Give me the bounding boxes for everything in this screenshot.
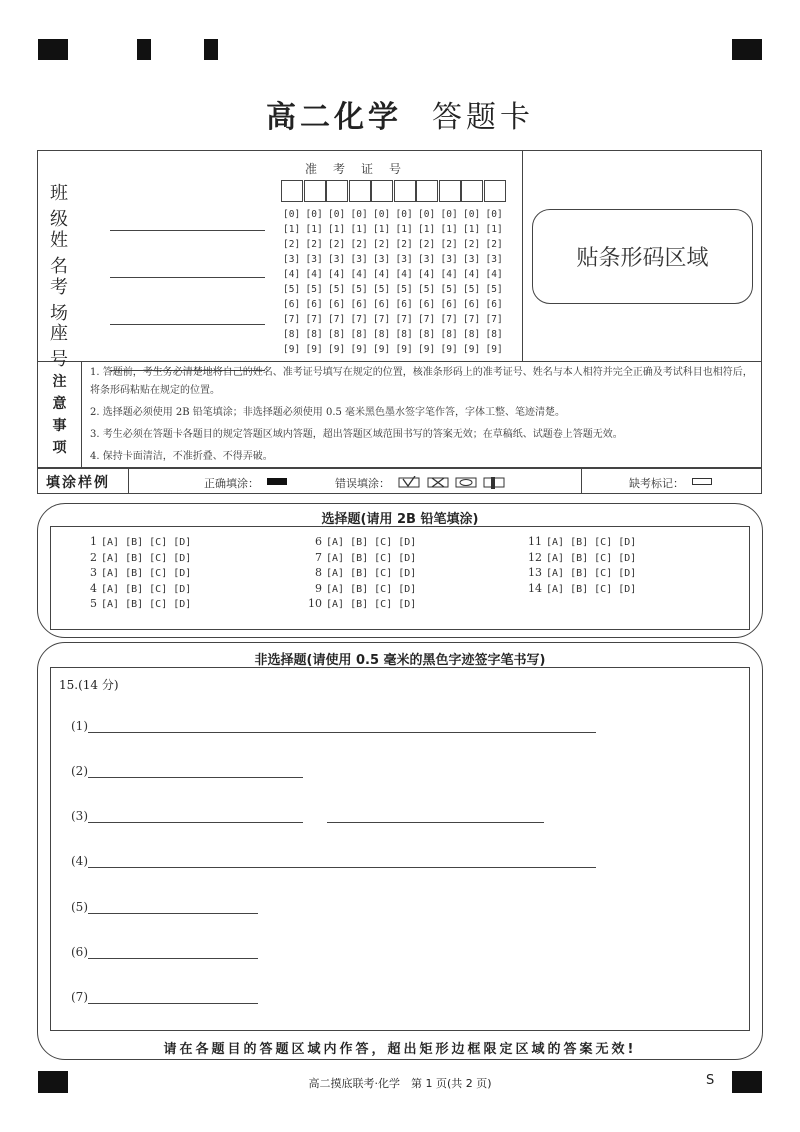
answer-part-label: (5) [71, 900, 88, 914]
admission-digit-option[interactable]: [6] [485, 299, 503, 310]
admission-digit-option[interactable]: [8] [373, 329, 391, 340]
admission-digit-option[interactable]: [8] [283, 329, 301, 340]
admission-digit-option[interactable]: [2] [395, 239, 413, 250]
answer-part-label: (7) [71, 990, 88, 1004]
mc-question-row[interactable] [528, 566, 636, 579]
admission-digit-option[interactable]: [1] [305, 224, 323, 235]
admission-digit-option[interactable]: [5] [395, 284, 413, 295]
admission-digit-option[interactable]: [3] [440, 254, 458, 265]
field-class[interactable]: 班级 [50, 179, 265, 231]
mc-question-number: 6 [315, 535, 322, 548]
admission-digit-option[interactable]: [6] [463, 299, 481, 310]
admission-digit-option[interactable]: [7] [283, 314, 301, 325]
mc-options[interactable]: [A] [B] [C] [D] [326, 537, 417, 548]
admission-digit-option[interactable]: [7] [485, 314, 503, 325]
admission-digit-option[interactable]: [3] [485, 254, 503, 265]
mc-question-number: 3 [90, 566, 97, 579]
admission-digit-box[interactable] [281, 180, 303, 202]
admission-digit-option[interactable]: [5] [350, 284, 368, 295]
notice-item: 3. 考生必须在答题卡各题目的规定答题区域内答题，超出答题区域范围书写的答案无效；在草稿纸、试题卷上答题无效。 [90, 429, 623, 440]
admission-digit-option[interactable]: [9] [418, 344, 436, 355]
wrong-fill-examples [398, 476, 508, 490]
answer-line[interactable] [88, 958, 258, 959]
mc-question-row[interactable] [83, 535, 191, 548]
field-seat[interactable]: 座号 [50, 319, 265, 371]
admission-digit-box[interactable] [326, 180, 348, 202]
notice-box [37, 362, 762, 468]
mc-question-number: 9 [315, 581, 322, 595]
admission-digit-option[interactable]: [1] [418, 224, 436, 235]
admission-digit-box[interactable] [349, 180, 371, 202]
positioning-mark [137, 39, 151, 60]
admission-digit-option[interactable]: [4] [373, 269, 391, 280]
mc-question-row[interactable] [308, 551, 416, 564]
admission-digit-box[interactable] [394, 180, 416, 202]
answer-line[interactable] [88, 867, 596, 868]
mc-options[interactable]: [A] [B] [C] [D] [546, 583, 637, 595]
admission-digit-option[interactable]: [8] [328, 329, 346, 340]
admission-digit-option[interactable]: [9] [283, 344, 301, 355]
admission-digit-option[interactable]: [1] [283, 224, 301, 235]
admission-digit-option[interactable]: [3] [373, 254, 391, 265]
admission-digit-option[interactable]: [4] [305, 269, 323, 280]
admission-digit-option[interactable]: [2] [328, 239, 346, 250]
mc-question-number: 11 [528, 535, 542, 548]
mc-question-row[interactable] [83, 566, 191, 579]
title-main: 高二化学 [266, 100, 402, 135]
mc-options[interactable]: [A] [B] [C] [D] [546, 537, 637, 548]
admission-digit-option[interactable]: [6] [305, 299, 323, 310]
admission-digit-option[interactable]: [3] [328, 254, 346, 265]
mc-options[interactable]: [A] [B] [C] [D] [326, 552, 417, 564]
admission-digit-option[interactable]: [7] [440, 314, 458, 325]
absent-mark-box[interactable] [692, 478, 712, 485]
admission-digit-option[interactable]: [1] [395, 224, 413, 235]
mc-question-number: 7 [315, 550, 322, 564]
admission-digit-option[interactable]: [8] [485, 329, 503, 340]
admission-digit-option[interactable]: [0] [485, 209, 503, 220]
barcode-area: 贴条形码区域 [532, 209, 753, 304]
admission-digit-option[interactable]: [6] [373, 299, 391, 310]
admission-digit-option[interactable]: [6] [283, 299, 301, 310]
mc-options[interactable]: [A] [B] [C] [D] [326, 599, 417, 610]
admission-digit-option[interactable]: [2] [283, 239, 301, 250]
notice-heading: 注 意 事 项 [38, 362, 82, 468]
mc-options[interactable]: [A] [B] [C] [D] [546, 552, 637, 564]
admission-digit-option[interactable]: [8] [305, 329, 323, 340]
admission-digit-option[interactable]: [9] [305, 344, 323, 355]
admission-digit-option[interactable]: [6] [418, 299, 436, 310]
wrong-fill-label: 错误填涂： [335, 477, 390, 490]
mc-options[interactable]: [A] [B] [C] [D] [101, 583, 192, 595]
notice-item: 1. 答题前，考生务必清楚地将自己的姓名、准考证号填写在规定的位置，核准条形码上的准考证号、姓名与本人相符并完全正确及考试科目也相符后，将条形码粘贴在规定的位置。 [90, 367, 753, 396]
title-sub: 答题卡 [432, 100, 534, 135]
answer-line[interactable] [327, 822, 544, 823]
admission-number-title: 准考证号 [305, 162, 418, 176]
admission-digit-option[interactable]: [7] [328, 314, 346, 325]
multiple-choice-section [37, 503, 763, 638]
mc-question-row[interactable] [308, 582, 416, 595]
mc-question-number: 1 [90, 535, 97, 548]
admission-digit-option[interactable]: [8] [418, 329, 436, 340]
admission-digit-option[interactable]: [6] [350, 299, 368, 310]
admission-digit-option[interactable]: [0] [328, 209, 346, 220]
mc-section-title: 选择题(请用 2B 铅笔填涂) [321, 512, 479, 527]
admission-digit-box[interactable] [461, 180, 483, 202]
admission-digit-option[interactable]: [5] [440, 284, 458, 295]
written-answer-section [37, 642, 763, 1060]
admission-digit-option[interactable]: [9] [350, 344, 368, 355]
admission-digit-option[interactable]: [2] [418, 239, 436, 250]
mc-question-row[interactable] [528, 551, 636, 564]
answer-part-label: (6) [71, 945, 88, 959]
absent-mark-label: 缺考标记： [629, 477, 684, 490]
correct-fill-label: 正确填涂： [204, 477, 259, 490]
admission-digit-option[interactable]: [8] [350, 329, 368, 340]
admission-digit-box[interactable] [371, 180, 393, 202]
notice-item: 2. 选择题必须使用 2B 铅笔填涂；非选择题必须使用 0.5 毫米黑色墨水签字笔作答，字体工整、笔迹清楚。 [90, 407, 566, 418]
notice-item: 4. 保持卡面清洁，不准折叠、不得弄破。 [90, 451, 273, 462]
admission-digit-option[interactable]: [4] [485, 269, 503, 280]
admission-digit-option[interactable]: [4] [283, 269, 301, 280]
positioning-mark [38, 39, 68, 60]
mc-options[interactable]: [A] [B] [C] [D] [546, 568, 637, 579]
admission-digit-option[interactable]: [1] [328, 224, 346, 235]
mc-question-number: 12 [528, 550, 542, 564]
admission-digit-option[interactable]: [4] [418, 269, 436, 280]
answer-part-label: (3) [71, 809, 88, 823]
admission-digit-option[interactable]: [7] [373, 314, 391, 325]
page-title [0, 92, 800, 136]
admission-digit-option[interactable]: [0] [418, 209, 436, 220]
mc-answer-grid [50, 526, 750, 630]
admission-digit-option[interactable]: [5] [418, 284, 436, 295]
answer-line[interactable] [88, 777, 303, 778]
admission-digit-option[interactable]: [0] [350, 209, 368, 220]
admission-digit-option[interactable]: [3] [395, 254, 413, 265]
admission-digit-option[interactable]: [8] [440, 329, 458, 340]
written-answer-box[interactable] [50, 667, 750, 1031]
admission-digit-option[interactable]: [2] [485, 239, 503, 250]
admission-digit-option[interactable]: [9] [395, 344, 413, 355]
admission-digit-option[interactable]: [0] [463, 209, 481, 220]
mc-question-number: 8 [315, 566, 322, 579]
mc-options[interactable]: [A] [B] [C] [D] [101, 599, 192, 610]
mc-question-row[interactable] [308, 597, 416, 610]
mc-question-number: 14 [528, 581, 542, 595]
admission-digit-option[interactable]: [4] [350, 269, 368, 280]
positioning-mark [732, 39, 762, 60]
admission-digit-option[interactable]: [4] [395, 269, 413, 280]
admission-digit-option[interactable]: [9] [373, 344, 391, 355]
admission-digit-option[interactable]: [9] [485, 344, 503, 355]
admission-digit-box[interactable] [439, 180, 461, 202]
admission-digit-option[interactable]: [2] [305, 239, 323, 250]
mc-question-row[interactable] [528, 535, 636, 548]
admission-digit-option[interactable]: [9] [463, 344, 481, 355]
fill-sample-row [37, 468, 762, 494]
admission-digit-option[interactable]: [8] [463, 329, 481, 340]
mc-question-row[interactable] [308, 566, 416, 579]
admission-digit-option[interactable]: [1] [350, 224, 368, 235]
admission-digit-option[interactable]: [4] [328, 269, 346, 280]
admission-digit-option[interactable]: [3] [418, 254, 436, 265]
mc-question-number: 5 [90, 597, 97, 610]
fill-sample-heading: 填涂样例 [46, 475, 110, 491]
admission-digit-box[interactable] [416, 180, 438, 202]
mc-options[interactable]: [A] [B] [C] [D] [101, 537, 192, 548]
answer-part-label: (2) [71, 764, 88, 778]
answer-line[interactable] [88, 822, 303, 823]
field-room[interactable]: 考场 [50, 273, 265, 325]
admission-digit-option[interactable]: [4] [440, 269, 458, 280]
answer-line[interactable] [88, 1003, 258, 1004]
admission-digit-option[interactable]: [5] [373, 284, 391, 295]
admission-digit-option[interactable]: [5] [328, 284, 346, 295]
admission-digit-option[interactable]: [3] [463, 254, 481, 265]
mc-question-row[interactable] [83, 551, 191, 564]
admission-digit-option[interactable]: [0] [440, 209, 458, 220]
admission-digit-box[interactable] [304, 180, 326, 202]
question-15-label: 15.(14 分) [59, 678, 119, 692]
answer-part-label: (4) [71, 854, 88, 868]
mc-question-number: 2 [90, 550, 97, 564]
admission-digit-option[interactable]: [1] [440, 224, 458, 235]
admission-digit-option[interactable]: [7] [305, 314, 323, 325]
footer-warning: 请在各题目的答题区域内作答，超出矩形边框限定区域的答案无效! [163, 1042, 637, 1057]
admission-digit-option[interactable]: [5] [463, 284, 481, 295]
admission-digit-option[interactable]: [0] [283, 209, 301, 220]
admission-digit-option[interactable]: [2] [463, 239, 481, 250]
admission-digit-option[interactable]: [6] [395, 299, 413, 310]
mc-question-row[interactable] [308, 535, 416, 548]
written-section-title: 非选择题(请使用 0.5 毫米的黑色字迹签字笔书写) [254, 653, 546, 668]
mc-options[interactable]: [A] [B] [C] [D] [326, 583, 417, 595]
admission-digit-option[interactable]: [1] [485, 224, 503, 235]
admission-digit-option[interactable]: [0] [373, 209, 391, 220]
admission-digit-option[interactable]: [2] [350, 239, 368, 250]
admission-digit-option[interactable]: [7] [463, 314, 481, 325]
mc-options[interactable]: [A] [B] [C] [D] [326, 568, 417, 579]
admission-digit-option[interactable]: [2] [440, 239, 458, 250]
admission-digit-option[interactable]: [2] [373, 239, 391, 250]
admission-digit-option[interactable]: [3] [283, 254, 301, 265]
admission-digit-box[interactable] [484, 180, 506, 202]
admission-digit-option[interactable]: [7] [350, 314, 368, 325]
field-name[interactable]: 姓名 [50, 226, 265, 278]
admission-digit-option[interactable]: [5] [283, 284, 301, 295]
mc-question-row[interactable] [528, 582, 636, 595]
admission-digit-option[interactable]: [9] [328, 344, 346, 355]
answer-line[interactable] [88, 913, 258, 914]
admission-digit-option[interactable]: [5] [305, 284, 323, 295]
mc-question-row[interactable] [83, 597, 191, 610]
admission-digit-option[interactable]: [6] [440, 299, 458, 310]
admission-digit-option[interactable]: [0] [305, 209, 323, 220]
admission-digit-option[interactable]: [8] [395, 329, 413, 340]
admission-digit-option[interactable]: [0] [395, 209, 413, 220]
page-footer: 高二摸底联考·化学 第 1 页(共 2 页) [308, 1077, 492, 1090]
mc-question-row[interactable] [83, 582, 191, 595]
admission-digit-option[interactable]: [9] [440, 344, 458, 355]
mc-question-number: 10 [308, 597, 322, 610]
mc-question-number: 13 [528, 566, 542, 579]
admission-digit-option[interactable]: [1] [373, 224, 391, 235]
admission-digit-option[interactable]: [7] [418, 314, 436, 325]
footer-code: S [706, 1073, 715, 1088]
admission-digit-option[interactable]: [3] [305, 254, 323, 265]
answer-part-label: (1) [71, 719, 88, 733]
admission-digit-option[interactable]: [5] [485, 284, 503, 295]
admission-digit-option[interactable]: [3] [350, 254, 368, 265]
answer-line[interactable] [88, 732, 596, 733]
correct-fill-mark [267, 478, 287, 485]
positioning-mark [204, 39, 218, 60]
mc-question-number: 4 [90, 581, 97, 595]
mc-options[interactable]: [A] [B] [C] [D] [101, 552, 192, 564]
admission-digit-option[interactable]: [6] [328, 299, 346, 310]
admission-digit-option[interactable]: [7] [395, 314, 413, 325]
admission-digit-option[interactable]: [4] [463, 269, 481, 280]
mc-options[interactable]: [A] [B] [C] [D] [101, 568, 192, 579]
admission-digit-option[interactable]: [1] [463, 224, 481, 235]
